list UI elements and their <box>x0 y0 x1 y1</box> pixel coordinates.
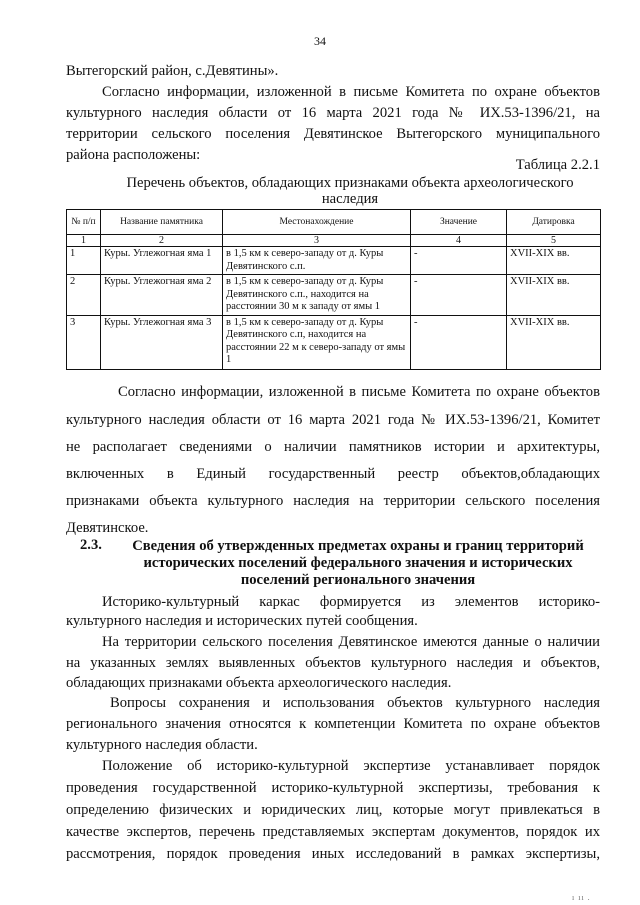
para2-line-3: не располагает сведениями о наличии памятников истории и архитектуры, <box>66 439 600 455</box>
objects-table <box>66 209 601 370</box>
cell-dating: XVII-XIX вв. <box>507 247 601 275</box>
column-number: 1 <box>67 235 101 247</box>
cell-name: Куры. Углежогная яма 2 <box>101 275 223 316</box>
header-dating: Датировка <box>507 210 601 235</box>
cell-dating: XVII-XIX вв. <box>507 315 601 369</box>
column-number: 2 <box>101 235 223 247</box>
cell-value: - <box>411 247 507 275</box>
para5-line-3: культурного наследия области. <box>66 737 258 753</box>
cell-num: 3 <box>67 315 101 369</box>
header-num: № п/п <box>67 210 101 235</box>
cell-dating: XVII-XIX вв. <box>507 275 601 316</box>
para2-line-2: культурного наследия области от 16 марта 2021 года № ИХ.53-1396/21, Комитет <box>66 412 600 428</box>
para6-line-1: Положение об историко-культурной экспертизе устанавливает порядок <box>102 758 600 774</box>
section-title-line-1: Сведения об утвержденных предметах охраны и границ территорий <box>132 538 584 554</box>
table-caption-line-2: наследия <box>321 191 379 207</box>
para2-line-5: признаками объекта культурного наследия на территории сельского поселения <box>66 493 600 509</box>
header-name: Название памятника <box>101 210 223 235</box>
table-row <box>67 315 601 369</box>
para2-line-4: включенных в Единый государственный реестр объектов,обладающих <box>66 466 600 482</box>
intro-line-4: территории сельского поселения Девятинское Вытегорского муниципального <box>66 126 600 142</box>
section-title-line-3: поселений регионального значения <box>240 572 476 588</box>
intro-line-1: Вытегорский район, с.Девятины». <box>66 63 279 79</box>
cell-name: Куры. Углежогная яма 3 <box>101 315 223 369</box>
table-header-row <box>67 210 601 235</box>
para3-line-2: культурного наследия и исторических путей сообщения. <box>66 613 418 629</box>
cell-name: Куры. Углежогная яма 1 <box>101 247 223 275</box>
cell-value: - <box>411 315 507 369</box>
para3-line-1: Историко-культурный каркас формируется из элементов историко- <box>102 594 600 610</box>
para4-line-1: На территории сельского поселения Девятинское имеются данные о наличии <box>102 634 600 650</box>
cell-location: в 1,5 км к северо-западу от д. Куры Девятинского с.п, находится на расстоянии 22 м к северо-западу от ямы 1 <box>223 315 411 369</box>
column-number: 5 <box>507 235 601 247</box>
table-label: Таблица 2.2.1 <box>515 157 600 173</box>
column-number: 4 <box>411 235 507 247</box>
page-number: 34 <box>314 34 326 48</box>
table-row <box>67 247 601 275</box>
header-value: Значение <box>411 210 507 235</box>
cell-value: - <box>411 275 507 316</box>
section-number: 2.3. <box>80 537 102 553</box>
column-number: 3 <box>223 235 411 247</box>
cell-num: 2 <box>67 275 101 316</box>
intro-line-2: Согласно информации, изложенной в письме Комитета по охране объектов <box>102 84 600 100</box>
table-caption-line-1: Перечень объектов, обладающих признаками объекта археологического <box>126 175 574 191</box>
para6-line-3: определению физических и юридических лиц, которые могут привлекаться в <box>66 802 600 818</box>
para6-line-4: качестве экспертов, перечень представляемых экспертам документов, порядок их <box>66 824 600 840</box>
para2-line-6: Девятинское. <box>66 520 149 536</box>
column-numbers-row <box>67 235 601 247</box>
para2-line-1: Согласно информации, изложенной в письме Комитета по охране объектов <box>118 384 600 400</box>
table-row <box>67 275 601 316</box>
para6-line-5: рассмотрения, порядок проведения иных исследований в рамках экспертизы, <box>66 846 600 862</box>
intro-line-3: культурного наследия области от 16 марта 2021 года № ИХ.53-1396/21, на <box>66 105 600 121</box>
cell-num: 1 <box>67 247 101 275</box>
header-location: Местонахождение <box>223 210 411 235</box>
section-title-line-2: исторических поселений федерального значения и исторических <box>143 555 573 571</box>
para4-line-2: на указанных землях выявленных объектов культурного наследия и объектов, <box>66 655 600 671</box>
cell-location: в 1,5 км к северо-западу от д. Куры Девятинского с.п., находится на расстоянии 30 м к западу от ямы 1 <box>223 275 411 316</box>
cell-location: в 1,5 км к северо-западу от д. Куры Девятинского с.п. <box>223 247 411 275</box>
para5-line-2: регионального значения относятся к компетенции Комитета по охране объектов <box>66 716 600 732</box>
intro-line-5: района расположены: <box>66 147 201 163</box>
para6-line-2: проведения государственной историко-культурной экспертизы, требования к <box>66 780 600 796</box>
footer-mark: ı ıı . <box>572 893 591 902</box>
para5-line-1: Вопросы сохранения и использования объектов культурного наследия <box>110 695 600 711</box>
para4-line-3: обладающих признаками объекта археологического наследия. <box>66 675 452 691</box>
